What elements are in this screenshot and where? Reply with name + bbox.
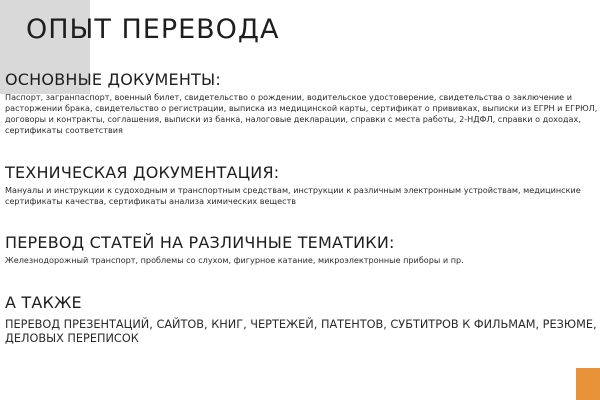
section-heading: ТЕХНИЧЕСКАЯ ДОКУМЕНТАЦИЯ: (5, 163, 280, 182)
section-also (5, 293, 598, 346)
decor-orange-square (576, 368, 600, 400)
section-text: Мануалы и инструкции к судоходным и транспортным средствам, инструкции к различным электронным устройствам, медицинские сертификаты качества, сертификаты анализа химических веществ (5, 185, 581, 206)
section-articles-translation (5, 233, 598, 266)
section-heading: А ТАКЖЕ (5, 293, 82, 312)
section-main-documents (5, 70, 598, 136)
section-text: ПЕРЕВОД ПРЕЗЕНТАЦИЙ, САЙТОВ, КНИГ, ЧЕРТЕЖЕЙ, ПАТЕНТОВ, СУБТИТРОВ К ФИЛЬМАМ, РЕЗЮМЕ, ДЕЛОВЫХ ПЕРЕПИСОК (5, 318, 597, 345)
section-heading: ОСНОВНЫЕ ДОКУМЕНТЫ: (5, 70, 221, 89)
section-technical-documentation (5, 163, 598, 207)
section-heading: ПЕРЕВОД СТАТЕЙ НА РАЗЛИЧНЫЕ ТЕМАТИКИ: (5, 233, 395, 252)
section-text: Железнодорожный транспорт, проблемы со слухом, фигурное катание, микроэлектронные приборы и пр. (5, 255, 464, 265)
page-title: ОПЫТ ПЕРЕВОДА (26, 14, 280, 45)
section-text: Паспорт, загранпаспорт, военный билет, свидетельство о рождении, водительское удостоверение, свидетельства о заключение и расторжении брака, свидетельство о регистрации, выписка из медицинской карты, сертификат о прививках, выписки из ЕГРН и ЕГРЮЛ, договоры и контракты, соглашения, выписки из банка, налоговые декларации, справки с места работы, 2-НДФЛ, справки о доходах, сертификаты соответствия (5, 92, 598, 135)
